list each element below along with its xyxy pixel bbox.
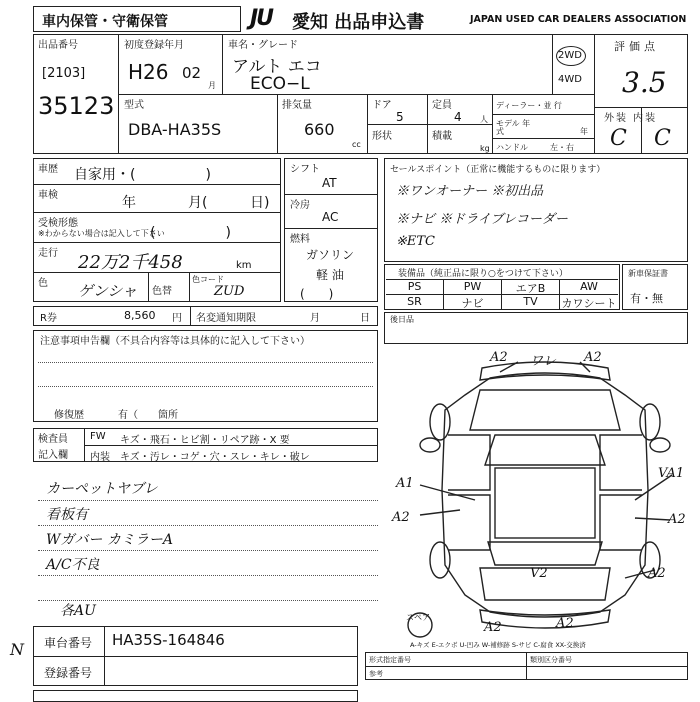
capacity-value: 4	[454, 110, 462, 124]
aircon-label: 冷房	[290, 200, 310, 211]
interior-check-items: キズ・汚レ・コゲ・穴・スレ・キレ・破レ	[120, 452, 310, 463]
damage-mark-rear-dent: V2	[530, 566, 548, 581]
doors-value: 5	[396, 110, 404, 124]
tax-notice-month-unit: 月	[310, 313, 320, 324]
equipment-item: PS	[386, 279, 444, 294]
reference-label: 参考	[369, 670, 383, 678]
color-code-label: 色コード	[192, 275, 224, 284]
inspection-label: 車検	[38, 190, 58, 201]
fuel-light-oil: 軽 油	[316, 268, 344, 282]
registration-era-year: H26	[128, 60, 169, 84]
handle-value: 左・右	[550, 143, 574, 152]
note-sign: 看板有	[46, 507, 88, 523]
repair-label: 修復歴	[54, 410, 84, 421]
model-year-label: モデル 年式	[496, 119, 531, 136]
chassis-label: 車台番号	[44, 636, 93, 650]
damage-mark-left-sill: A2	[392, 510, 410, 525]
fuel-gasoline: ガソリン	[306, 248, 355, 262]
color-value: ゲンシャ	[78, 282, 138, 300]
inspection-year-unit: 年	[122, 195, 136, 211]
sales-point-line2: ※ナビ ※ドライブレコーダー	[396, 212, 568, 227]
fuel-other: ( )	[300, 287, 334, 301]
shift-value: AT	[322, 176, 337, 190]
model-value: DBA-HA35S	[128, 120, 222, 139]
notes-label: 注意事項申告欄（不具合内容等は具体的に記入して下さい）	[40, 336, 310, 347]
drive-2wd-circle	[556, 46, 586, 66]
receiving-note: ※わからない場合は記入して下さい	[38, 229, 165, 238]
damage-mark-rear-right: A2	[648, 566, 666, 581]
color-code-value: ZUD	[214, 284, 245, 299]
car-grade: ECO−L	[250, 74, 310, 94]
storage-title: 車内保管・守衛保管	[42, 14, 168, 30]
equipment-item: SR	[386, 294, 444, 309]
inspector-label2: 記入欄	[38, 450, 68, 461]
damage-mark-right-sill: A2	[668, 512, 686, 527]
remarks-block	[384, 312, 688, 344]
note-carpet: カーペットヤブレ	[46, 481, 158, 497]
interior-check-label: 内装	[90, 452, 110, 463]
equipment-item: PW	[444, 279, 502, 294]
damage-mark-front-right: A2	[584, 350, 602, 365]
exterior-interior-label: 外装 内装	[604, 113, 658, 124]
sales-point-line1: ※ワンオーナー ※初出品	[396, 184, 544, 199]
receiving-value: ( )	[150, 225, 231, 241]
lot-sub-number: [2103]	[42, 66, 86, 81]
interior-grade: C	[654, 126, 671, 151]
damage-diagram	[400, 350, 690, 640]
registration-label: 初度登録年月	[124, 40, 184, 51]
receiving-label: 受検形態	[38, 218, 78, 229]
displacement-value: 660	[304, 120, 335, 139]
damage-legend: A-キズ E-エクボ U-凹み W-補修跡 S-サビ C-腐食 XX-交換済	[410, 641, 586, 649]
exterior-grade: C	[610, 126, 627, 151]
aircon-value: AC	[322, 210, 339, 224]
damage-mark-front-left: A2	[490, 350, 508, 365]
shape-label: 形状	[372, 131, 392, 142]
certificate-label: 新車保証書	[628, 269, 668, 278]
lot-number: 35123	[38, 92, 115, 120]
recycle-value: 8,560	[124, 309, 156, 322]
corner-mark: N	[10, 640, 24, 659]
shift-label: シフト	[290, 164, 320, 175]
history-label: 車歴	[38, 164, 58, 175]
form-title: 愛知 出品申込書	[292, 12, 425, 33]
displacement-label: 排気量	[282, 100, 312, 111]
damage-mark-rear-bumper-right: A2	[556, 616, 574, 631]
type-label: 形式指定番号	[369, 656, 411, 664]
equipment-item: ナビ	[444, 294, 502, 309]
inspection-month-unit: 月(	[188, 195, 208, 211]
mileage-label: 走行	[38, 248, 58, 259]
mileage-unit: km	[236, 260, 252, 271]
history-value: 自家用・( )	[74, 167, 211, 183]
displacement-unit: cc	[352, 140, 361, 149]
model-label: 型式	[124, 100, 144, 111]
grade-score-value: 3.5	[622, 66, 667, 99]
sales-points-label: セールスポイント（正常に機能するものに限ります）	[390, 165, 606, 175]
certificate-value: 有・無	[630, 292, 663, 305]
model-year-unit: 年	[580, 127, 588, 136]
handle-label: ハンドル	[496, 143, 528, 152]
remarks-label: 後日品	[390, 315, 414, 324]
recycle-label: R券	[40, 313, 57, 324]
color-change-label: 色替	[152, 286, 172, 297]
equipment-item: カワシート	[560, 294, 618, 309]
dealer-label: ディーラー・並 行	[496, 101, 562, 110]
equipment-item: AW	[560, 279, 618, 294]
fuel-label: 燃料	[290, 234, 310, 245]
doors-label: ドア	[372, 100, 392, 111]
damage-mark-right-door: VA1	[658, 466, 685, 481]
equipment-label: 装備品（純正品に限り○をつけて下さい）	[398, 269, 568, 279]
capacity-unit: 人	[480, 115, 488, 124]
sales-point-line3: ※ETC	[396, 234, 435, 249]
fw-items: キズ・飛石・ヒビ割・リペア跡・X 要	[120, 435, 290, 446]
lot-label: 出品番号	[38, 40, 78, 51]
equipment-grid	[386, 279, 618, 309]
registration-month: 02	[182, 64, 202, 82]
spare-label: スペア	[406, 613, 430, 622]
fw-label: FW	[90, 431, 106, 442]
color-label: 色	[38, 278, 48, 289]
tax-notice-label: 名変通知期限	[196, 313, 256, 324]
inspection-day-unit: 日)	[250, 195, 270, 211]
equipment-item: TV	[502, 294, 560, 309]
damage-mark-left-door: A1	[396, 476, 414, 491]
association-name: JAPAN USED CAR DEALERS ASSOCIATION	[470, 14, 687, 25]
drive-4wd: 4WD	[558, 74, 582, 85]
chassis-value: HA35S-164846	[112, 631, 225, 649]
bottom-strip	[33, 690, 358, 702]
tax-notice-day-unit: 日	[360, 313, 370, 324]
damage-mark-front-crack: ワレ	[530, 354, 557, 369]
plate-label: 登録番号	[44, 666, 93, 680]
note-ac: A/C不良	[46, 557, 100, 573]
car-name: アルト エコ	[232, 57, 322, 77]
load-unit: kg	[480, 144, 490, 153]
storage-title-box	[33, 6, 241, 32]
recycle-unit: 円	[172, 313, 182, 324]
repair-value: 有（ 箇所	[118, 410, 178, 421]
note-wcover: Wガバー カミラーA	[46, 532, 173, 548]
equipment-item: エアB	[502, 279, 560, 294]
registration-month-unit: 月	[208, 81, 216, 90]
load-label: 積載	[432, 131, 452, 142]
grade-score-label: 評価点	[614, 40, 659, 53]
note-au: 各AU	[60, 603, 96, 619]
inspector-label1: 検査員	[38, 434, 68, 445]
capacity-label: 定員	[432, 100, 452, 111]
damage-mark-rear-bumper-left: A2	[484, 620, 502, 635]
car-name-label: 車名・グレード	[228, 40, 298, 51]
ju-logo: JU	[250, 6, 273, 31]
mileage-value: 22万2千458	[78, 252, 183, 273]
drive-2wd: 2WD	[558, 50, 582, 61]
class-label: 類別区分番号	[530, 656, 572, 664]
